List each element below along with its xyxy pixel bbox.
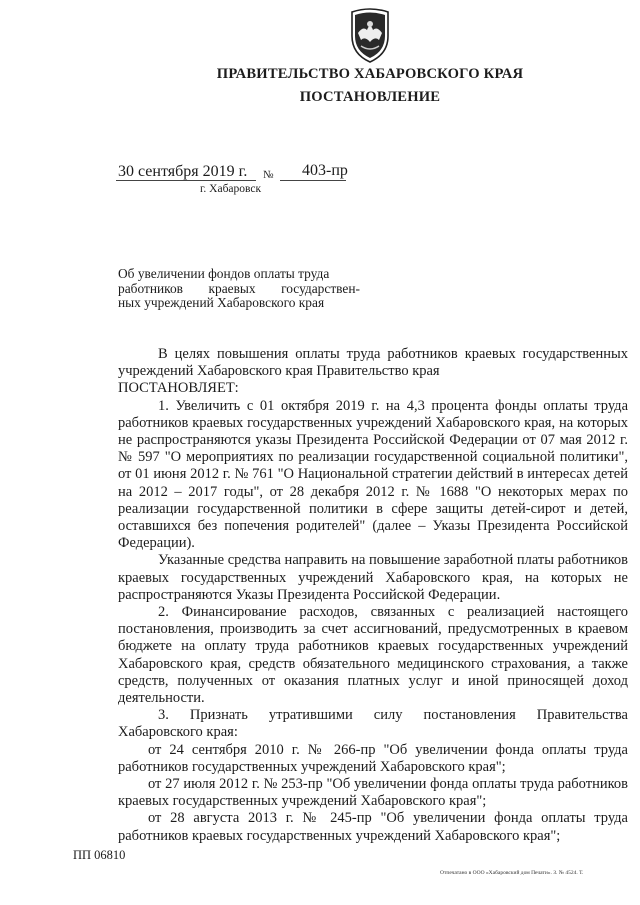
item-2: 2. Финансирование расходов, связанных с реализацией настоящего постановления, производить за счет ассигнований, предусмотренных в краевом бюджете на оплату труда работников краевых государственных учреждений Хабаровского края, средств обязательного медицинского страхования, а также средств, полученных от оказания платных услуг и иной приносящей доход деятельности.	[118, 604, 628, 707]
document-body	[118, 346, 628, 845]
item-3-b: от 27 июля 2012 г. № 253-пр "Об увеличении фонда оплаты труда работников краевых государственных учреждений Хабаровского края";	[118, 776, 628, 810]
preamble: В целях повышения оплаты труда работников краевых государственных учреждений Хабаровского края Правительство края	[118, 346, 628, 380]
item-3: 3. Признать утратившими силу постановления Правительства Хабаровского края:	[118, 707, 628, 741]
date-underline	[116, 180, 256, 181]
item-1: 1. Увеличить с 01 октября 2019 г. на 4,3 процента фонды оплаты труда работников краевых государственных учреждений Хабаровского края, на которых не распространяются указы Президента Российской Федерации от 07 мая 2012 г. № 597 "О мероприятиях по реализации государственной социальной политики", от 01 июня 2012 г. № 761 "О Национальной стратегии действий в интересах детей на 2012 – 2017 годы", от 28 декабря 2012 г. № 1688 "О некоторых мерах по реализации государственной политики в сфере защиты детей-сирот и детей, оставшихся без попечения родителей" (далее – Указы Президента Российской Федерации).	[118, 397, 628, 552]
document-number: 403-пр	[302, 162, 348, 179]
print-note: Отпечатано в ООО «Хабаровский дом Печати». З. № 4524. Т.	[440, 870, 584, 876]
item-3-c: от 28 августа 2013 г. № 245-пр "Об увеличении фонда оплаты труда работников краевых государственных учреждений Хабаровского края";	[118, 810, 628, 844]
number-underline	[280, 180, 346, 181]
org-title: ПРАВИТЕЛЬСТВО ХАБАРОВСКОГО КРАЯ	[216, 66, 524, 82]
document-code: ПП 06810	[73, 848, 126, 862]
city: г. Хабаровск	[200, 183, 262, 195]
subject-line: работников краевых государствен-	[118, 280, 360, 296]
subject-line: ных учреждений Хабаровского края	[118, 295, 325, 310]
decree-heading: ПОСТАНОВЛЯЕТ:	[118, 380, 239, 397]
doc-type: ПОСТАНОВЛЕНИЕ	[299, 89, 441, 105]
number-sign: №	[263, 169, 274, 181]
subject-line: Об увеличении фондов оплаты труда	[118, 266, 330, 281]
item-1-note: Указанные средства направить на повышение заработной платы работников краевых государственных учреждений Хабаровского края, на которых не распространяются Указы Президента Российской Федерации.	[118, 552, 628, 603]
document-subject	[118, 267, 360, 311]
document-date: 30 сентября 2019 г.	[118, 163, 248, 180]
item-3-a: от 24 сентября 2010 г. № 266-пр "Об увеличении фонда оплаты труда работников государственных учреждений Хабаровского края";	[118, 741, 628, 775]
coat-of-arms-icon	[345, 6, 395, 64]
